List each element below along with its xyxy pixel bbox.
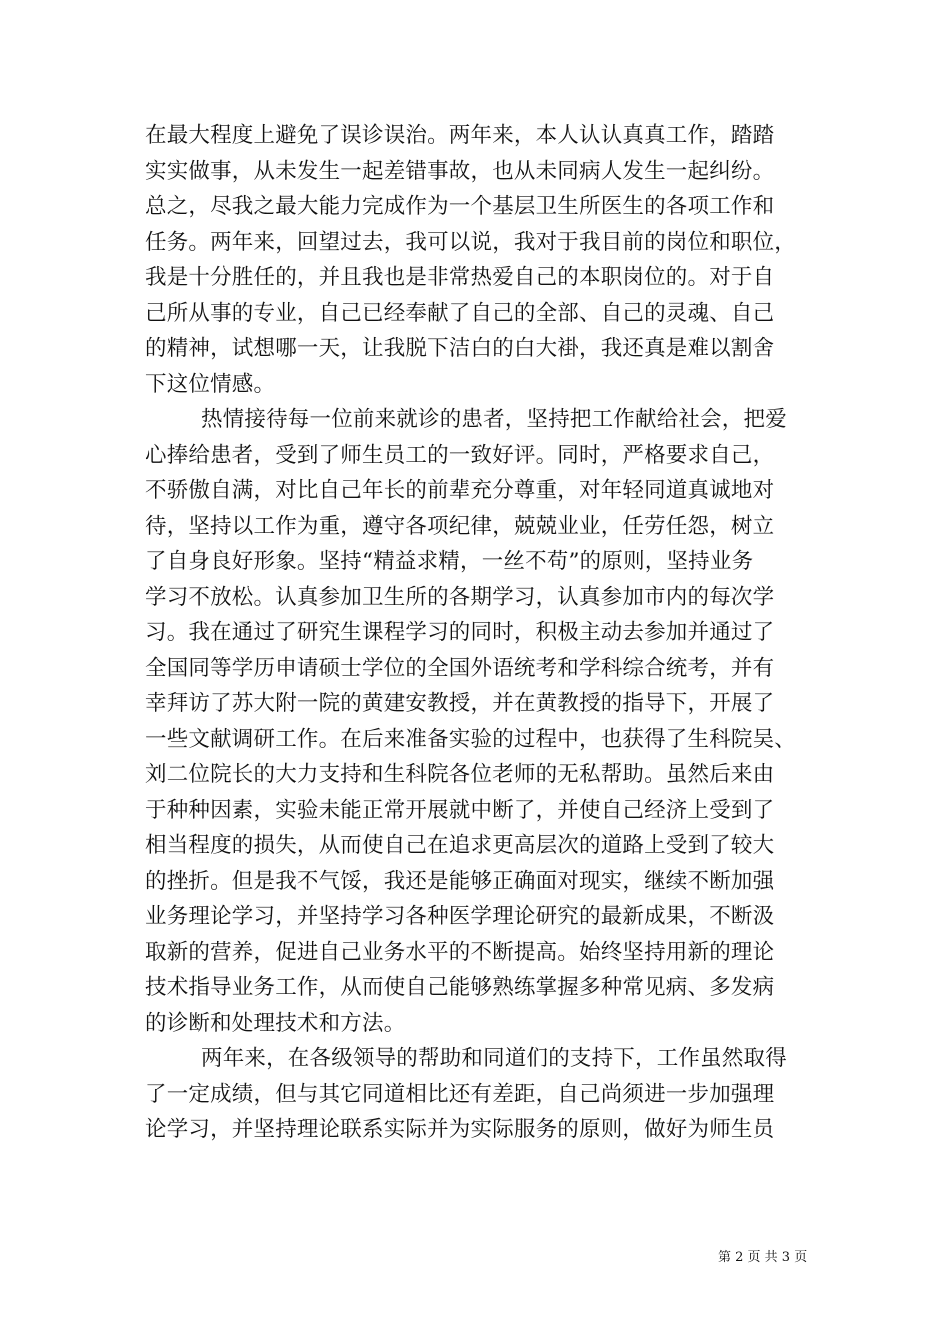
- text-line: 论学习，并坚持理论联系实际并为实际服务的原则，做好为师生员: [145, 1117, 775, 1142]
- text-line: 了自身良好形象。坚持“精益求精，一丝不苟”的原则，坚持业务: [145, 549, 754, 574]
- text-line: 学习不放松。认真参加卫生所的各期学习，认真参加市内的每次学: [145, 584, 775, 610]
- text-line: 实实做事，从未发生一起差错事故，也从未同病人发生一起纠纷。: [145, 158, 775, 184]
- text-line: 己所从事的专业，自己已经奉献了自己的全部、自己的灵魂、自己: [145, 300, 775, 326]
- text-line: 一些文献调研工作。在后来准备实验的过程中，也获得了生科院吴、: [145, 726, 797, 752]
- text-line: 技术指导业务工作，从而使自己能够熟练掌握多种常见病、多发病: [145, 975, 775, 1000]
- text-line: 的挫折。但是我不气馁，我还是能够正确面对现实，继续不断加强: [145, 868, 775, 894]
- text-line: 全国同等学历申请硕士学位的全国外语统考和学科综合统考，并有: [145, 655, 775, 681]
- text-line: 的诊断和处理技术和方法。: [145, 1010, 406, 1036]
- text-line: 下这位情感。: [145, 371, 276, 397]
- text-line: 我是十分胜任的，并且我也是非常热爱自己的本职岗位的。对于自: [145, 265, 775, 290]
- text-line: 总之，尽我之最大能力完成作为一个基层卫生所医生的各项工作和: [145, 194, 775, 219]
- text-line: 不骄傲自满，对比自己年长的前辈充分尊重，对年轻同道真诚地对: [145, 478, 775, 503]
- text-line: 相当程度的损失，从而使自己在追求更高层次的道路上受到了较大: [145, 833, 775, 858]
- text-line: 业务理论学习，并坚持学习各种医学理论研究的最新成果，不断汲: [145, 904, 775, 929]
- text-line: 的精神，试想哪一天，让我脱下洁白的白大褂，我还真是难以割舍: [145, 336, 775, 361]
- text-line: 任务。两年来，回望过去，我可以说，我对于我目前的岗位和职位，: [145, 229, 797, 255]
- text-line: 待，坚持以工作为重，遵守各项纪律，兢兢业业，任劳任怨，树立: [145, 513, 775, 539]
- paragraph-first-line: 两年来，在各级领导的帮助和同道们的支持下，工作虽然取得: [201, 1046, 787, 1071]
- page-number-footer: 第 2 页 共 3 页: [718, 1250, 808, 1265]
- paragraph-first-line: 热情接待每一位前来就诊的患者，坚持把工作献给社会，把爱: [201, 407, 787, 432]
- text-line: 取新的营养，促进自己业务水平的不断提高。始终坚持用新的理论: [145, 939, 775, 965]
- body-text: [145, 118, 815, 1148]
- text-line: 于种种因素，实验未能正常开展就中断了，并使自己经济上受到了: [145, 797, 775, 823]
- text-line: 心捧给患者，受到了师生员工的一致好评。同时，严格要求自己，: [145, 442, 775, 468]
- text-line: 在最大程度上避免了误诊误治。两年来，本人认认真真工作，踏踏: [145, 123, 775, 148]
- text-line: 习。我在通过了研究生课程学习的同时，积极主动去参加并通过了: [145, 620, 775, 645]
- text-line: 幸拜访了苏大附一院的黄建安教授，并在黄教授的指导下，开展了: [145, 691, 775, 716]
- text-line: 刘二位院长的大力支持和生科院各位老师的无私帮助。虽然后来由: [145, 762, 775, 787]
- text-line: 了一定成绩，但与其它同道相比还有差距，自己尚须进一步加强理: [145, 1081, 775, 1107]
